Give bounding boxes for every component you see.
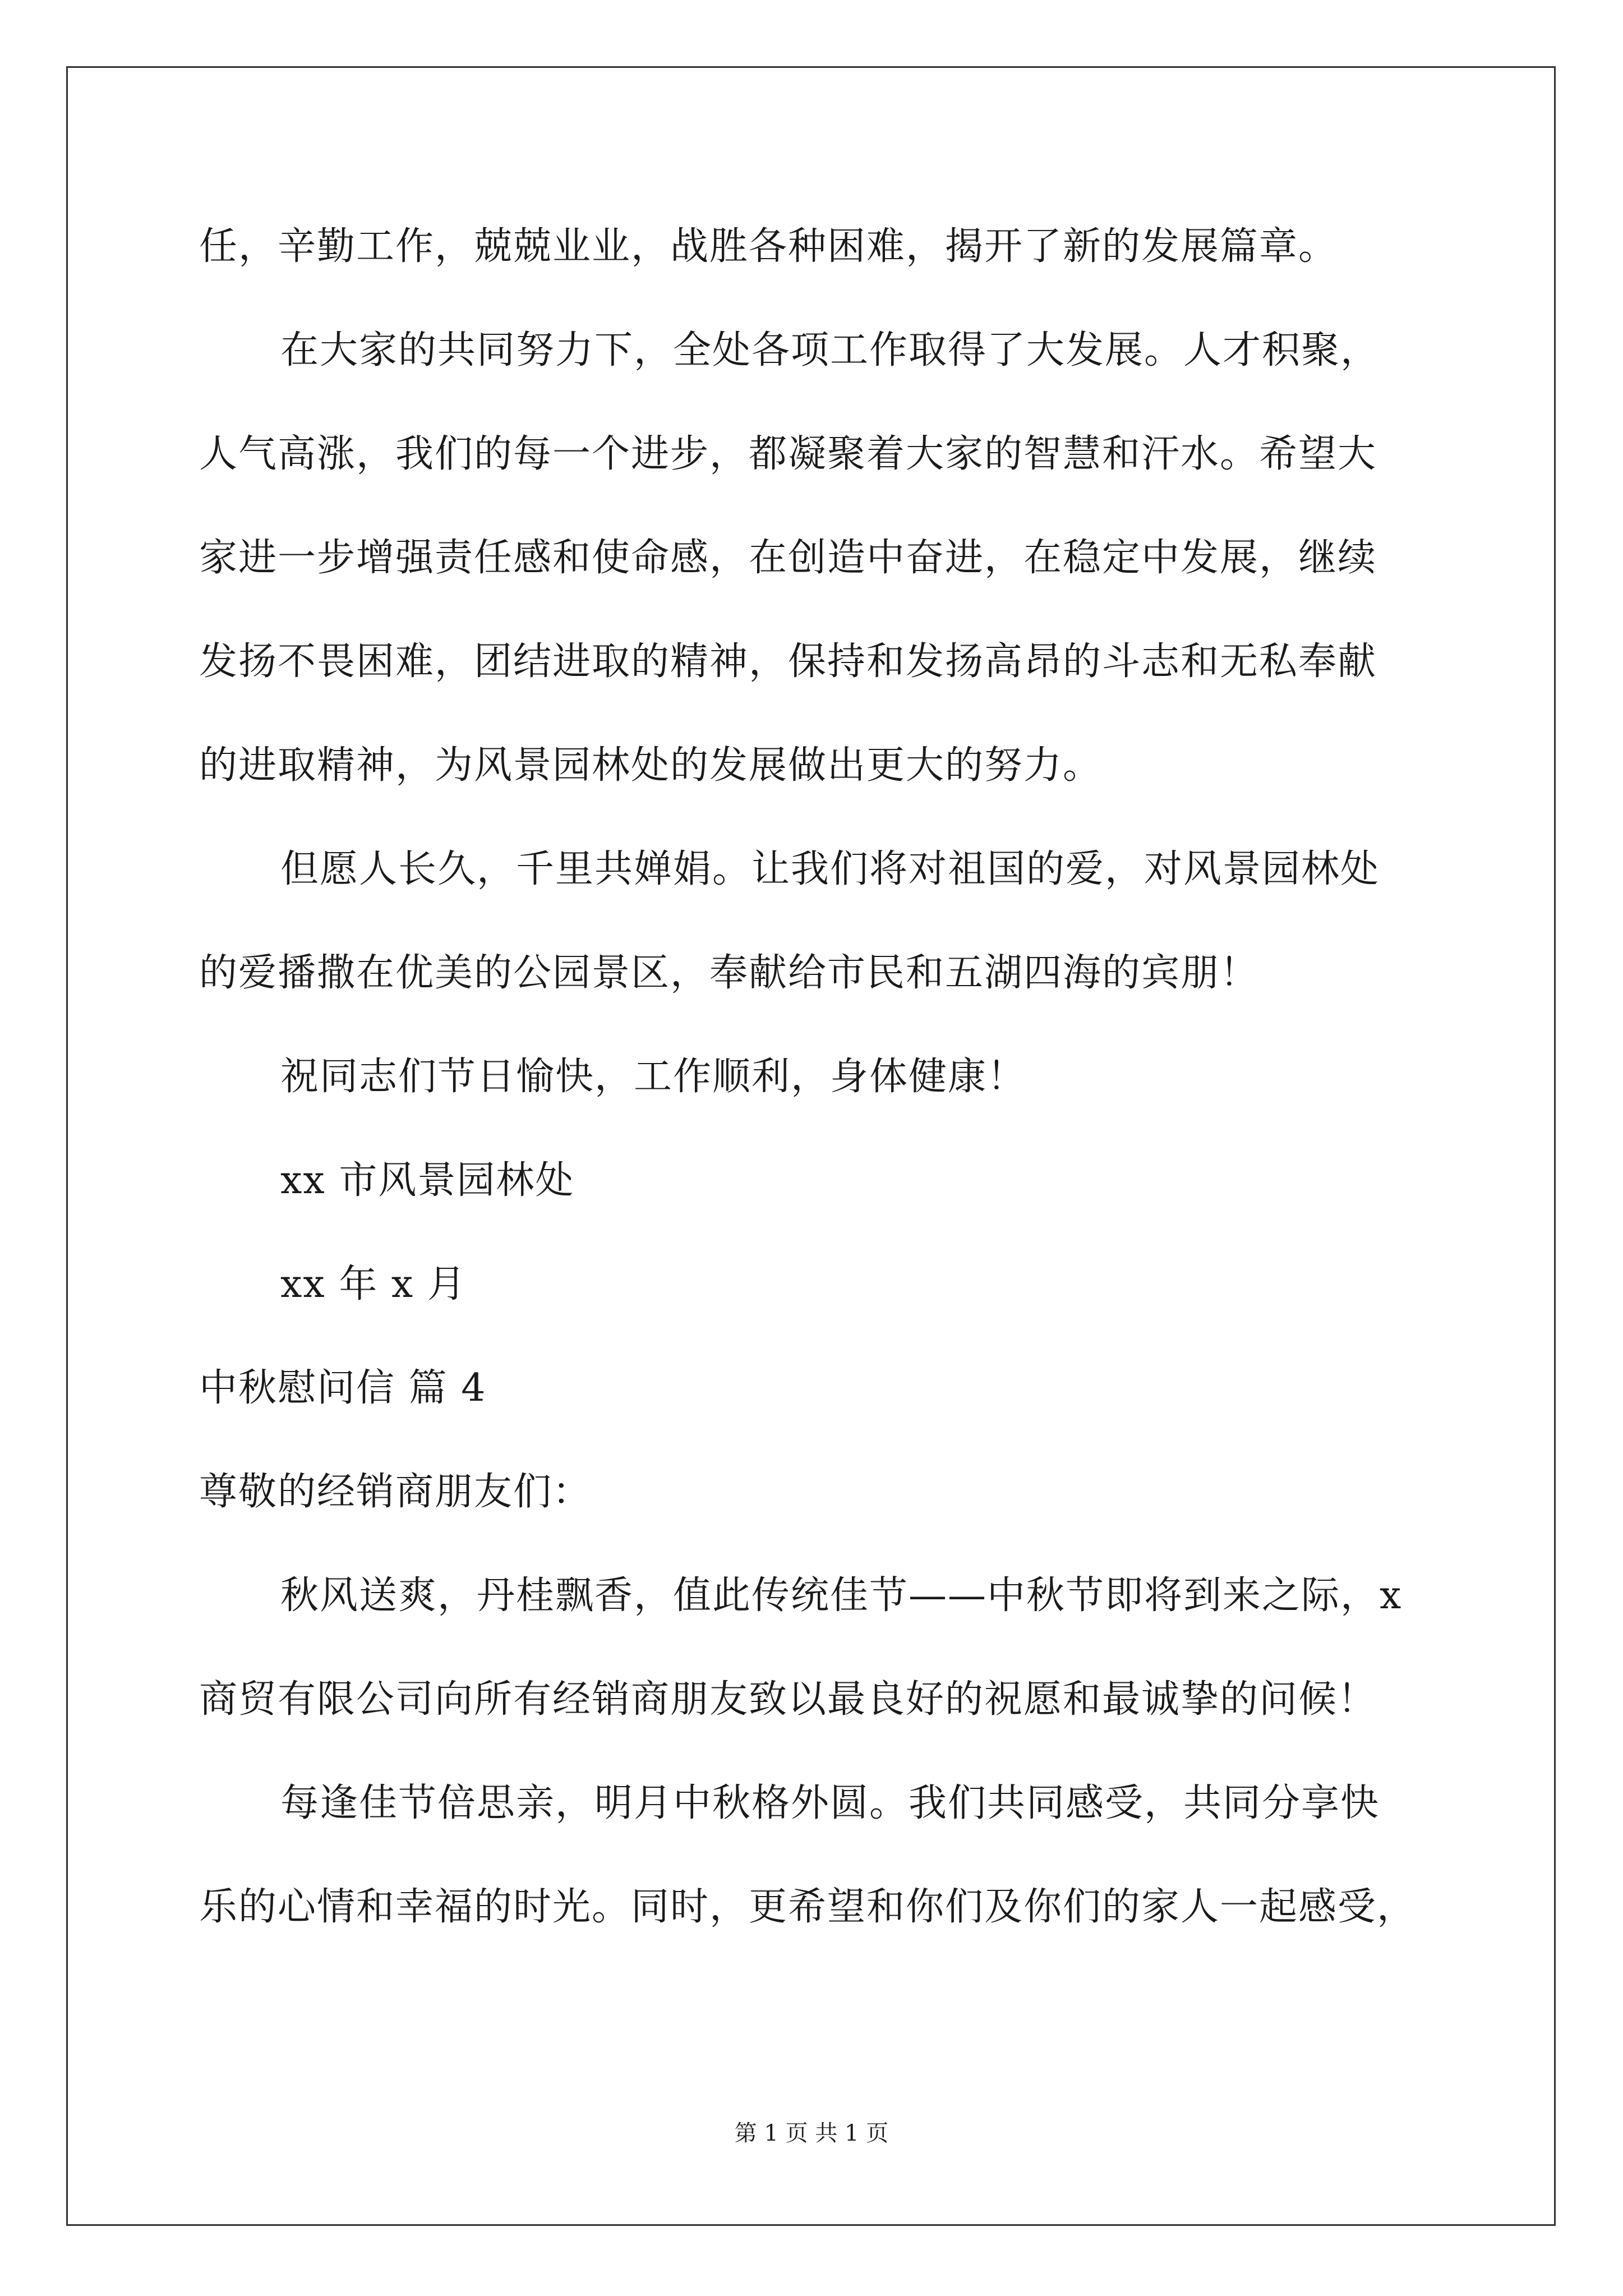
text-line: 家进一步增强责任感和使命感，在创造中奋进，在稳定中发展，继续 bbox=[199, 536, 1377, 580]
section-heading: 中秋慰问信 篇 4 bbox=[199, 1366, 487, 1410]
salutation: 尊敬的经销商朋友们： bbox=[199, 1470, 592, 1514]
text-line: 在大家的共同努力下，全处各项工作取得了大发展。人才积聚， bbox=[280, 328, 1380, 372]
text-line: 发扬不畏困难，团结进取的精神，保持和发扬高昂的斗志和无私奉献 bbox=[199, 639, 1377, 684]
text-line: 商贸有限公司向所有经销商朋友致以最良好的祝愿和最诚挚的问候！ bbox=[199, 1677, 1377, 1722]
page-footer: 第 1 页 共 1 页 bbox=[734, 2120, 889, 2146]
text-line: 秋风送爽，丹桂飘香，值此传统佳节——中秋节即将到来之际，x bbox=[280, 1573, 1403, 1618]
text-line: 的进取精神，为风景园林处的发展做出更大的努力。 bbox=[199, 743, 1103, 788]
text-line: 任，辛勤工作，兢兢业业，战胜各种困难，揭开了新的发展篇章。 bbox=[199, 224, 1338, 269]
text-line: 人气高涨，我们的每一个进步，都凝聚着大家的智慧和汗水。希望大 bbox=[199, 432, 1377, 476]
signature-date: xx 年 x 月 bbox=[280, 1262, 467, 1306]
text-line: 乐的心情和幸福的时光。同时，更希望和你们及你们的家人一起感受， bbox=[199, 1885, 1417, 1929]
text-line: 但愿人长久，千里共婵娟。让我们将对祖国的爱，对风景园林处 bbox=[280, 847, 1380, 891]
text-line: 每逢佳节倍思亲，明月中秋格外圆。我们共同感受，共同分享快 bbox=[280, 1781, 1380, 1825]
signature-org: xx 市风景园林处 bbox=[280, 1158, 575, 1203]
text-line: 祝同志们节日愉快，工作顺利，身体健康！ bbox=[280, 1055, 1027, 1099]
text-line: 的爱播撒在优美的公园景区，奉献给市民和五湖四海的宾朋！ bbox=[199, 951, 1260, 995]
